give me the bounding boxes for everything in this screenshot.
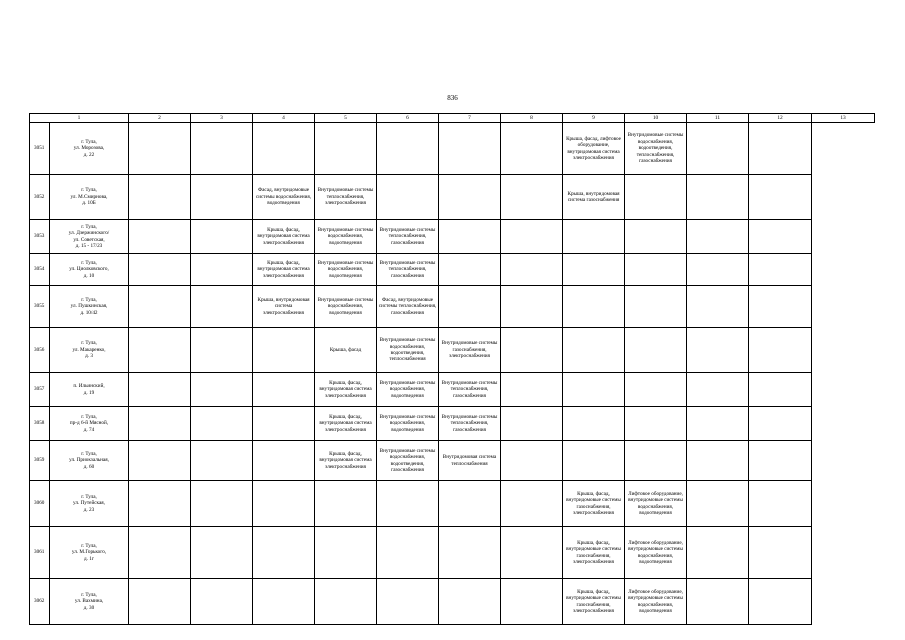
empty-cell xyxy=(687,328,749,373)
work-cell-c6: Внутридомовые системы водоснабжения, водоотведения xyxy=(315,220,377,254)
address-line: д. 10 xyxy=(83,272,95,279)
empty-cell xyxy=(191,579,253,625)
empty-cell xyxy=(191,481,253,527)
work-cell-c8 xyxy=(439,481,501,527)
empty-cell xyxy=(749,175,812,220)
column-header: 9 xyxy=(563,114,625,123)
column-header: 2 xyxy=(129,114,191,123)
address-cell xyxy=(50,123,129,175)
empty-cell xyxy=(129,254,191,286)
row-number: 3061 xyxy=(30,527,50,579)
table-row xyxy=(30,441,875,481)
work-cell-c6: Крыша, фасад, внутридомовая система электроснабжения xyxy=(315,441,377,481)
row-number: 3055 xyxy=(30,286,50,328)
empty-cell xyxy=(501,123,563,175)
row-number: 3057 xyxy=(30,373,50,407)
address-cell xyxy=(50,175,129,220)
row-number: 3054 xyxy=(30,254,50,286)
work-cell-c6: Внутридомовые системы водоснабжения, водоотведения xyxy=(315,286,377,328)
work-cell-c10 xyxy=(563,254,625,286)
work-cell-c7: Внутридомовые системы теплоснабжения, газоснабжения xyxy=(377,220,439,254)
work-cell-c11 xyxy=(625,407,687,441)
empty-cell xyxy=(501,441,563,481)
table-row xyxy=(30,481,875,527)
work-cell-c6 xyxy=(315,123,377,175)
empty-cell xyxy=(129,481,191,527)
work-cell-c10: Крыша, фасад, внутридомовые системы газоснабжения, электроснабжения xyxy=(563,579,625,625)
row-number: 3052 xyxy=(30,175,50,220)
address-line: г. Тула, xyxy=(81,450,97,457)
empty-cell xyxy=(749,373,812,407)
column-header: 12 xyxy=(749,114,812,123)
address-cell xyxy=(50,254,129,286)
address-line: п. Ильинский, xyxy=(73,383,105,390)
empty-cell xyxy=(687,254,749,286)
table-row xyxy=(30,220,875,254)
work-cell-c6: Крыша, фасад, внутридомовая система электроснабжения xyxy=(315,407,377,441)
empty-cell xyxy=(749,123,812,175)
address-line: ул. Пушкинская, xyxy=(70,303,108,310)
address-line: г. Тула, xyxy=(81,296,97,303)
empty-cell xyxy=(129,123,191,175)
address-cell xyxy=(50,579,129,625)
work-cell-c6: Внутридомовые системы водоснабжения, водоотведения xyxy=(315,254,377,286)
empty-cell xyxy=(687,220,749,254)
empty-cell xyxy=(687,286,749,328)
address-cell xyxy=(50,527,129,579)
empty-cell xyxy=(501,328,563,373)
work-cell-c6 xyxy=(315,527,377,579)
address-line: ул. Путейская, xyxy=(73,500,105,507)
empty-cell xyxy=(749,579,812,625)
work-cell-c11 xyxy=(625,441,687,481)
address-cell xyxy=(50,328,129,373)
empty-cell xyxy=(687,527,749,579)
address-line: ул. Приокзальная, xyxy=(69,457,109,464)
column-header: 10 xyxy=(625,114,687,123)
work-cell-c10 xyxy=(563,373,625,407)
empty-cell xyxy=(687,579,749,625)
empty-cell xyxy=(749,441,812,481)
page-number: 836 xyxy=(447,94,458,102)
address-line: г. Тула, xyxy=(81,591,97,598)
row-number: 3051 xyxy=(30,123,50,175)
work-cell-c6: Крыша, фасад, внутридомовая система электроснабжения xyxy=(315,373,377,407)
table-body xyxy=(30,114,875,625)
empty-cell xyxy=(501,373,563,407)
work-cell-c8 xyxy=(439,220,501,254)
work-cell-c7: Фасад, внутридомовые системы теплоснабжения, газоснабжения xyxy=(377,286,439,328)
header-row xyxy=(30,114,875,123)
work-cell-c7: Внутридомовые системы водоснабжения, водоотведения xyxy=(377,407,439,441)
work-cell-c5 xyxy=(253,441,315,481)
column-header: 13 xyxy=(812,114,875,123)
address-line: д. 60 xyxy=(83,463,95,470)
empty-cell xyxy=(749,286,812,328)
work-cell-c10: Крыша, внутридомовая система газоснабжения xyxy=(563,175,625,220)
work-cell-c11 xyxy=(625,373,687,407)
empty-cell xyxy=(129,328,191,373)
column-header: 4 xyxy=(253,114,315,123)
empty-cell xyxy=(501,579,563,625)
table-row xyxy=(30,579,875,625)
empty-cell xyxy=(749,328,812,373)
empty-cell xyxy=(501,254,563,286)
address-line: г. Тула, xyxy=(81,493,97,500)
row-number: 3053 xyxy=(30,220,50,254)
empty-cell xyxy=(191,123,253,175)
empty-cell xyxy=(501,175,563,220)
work-cell-c6 xyxy=(315,579,377,625)
address-line: пр-д 6-й Мясной, xyxy=(69,420,109,427)
work-cell-c8: Внутридомовые системы газоснабжения, электроснабжения xyxy=(439,328,501,373)
empty-cell xyxy=(687,123,749,175)
work-cell-c11: Лифтовое оборудование, внутридомовые системы водоснабжения, водоотведения xyxy=(625,579,687,625)
table-row xyxy=(30,175,875,220)
address-line: д. 22 xyxy=(83,151,95,158)
empty-cell xyxy=(129,286,191,328)
work-cell-c5: Фасад, внутридомовые системы водоснабжения, водоотведения xyxy=(253,175,315,220)
column-header: 3 xyxy=(191,114,253,123)
empty-cell xyxy=(749,527,812,579)
work-cell-c11 xyxy=(625,220,687,254)
address-line: д. 10/42 xyxy=(80,309,98,316)
work-cell-c5 xyxy=(253,579,315,625)
address-line: ул. Циолковского, xyxy=(69,266,109,273)
address-cell xyxy=(50,220,129,254)
work-cell-c8: Внутридомовая система теплоснабжения xyxy=(439,441,501,481)
column-header: 1 xyxy=(30,114,129,123)
address-line: г. Тула, xyxy=(81,138,97,145)
work-cell-c7 xyxy=(377,579,439,625)
work-cell-c6: Крыша, фасад xyxy=(315,328,377,373)
work-cell-c10 xyxy=(563,220,625,254)
empty-cell xyxy=(687,373,749,407)
work-cell-c5 xyxy=(253,328,315,373)
empty-cell xyxy=(501,286,563,328)
empty-cell xyxy=(191,286,253,328)
empty-cell xyxy=(191,373,253,407)
address-line: ул. Макаренко, xyxy=(72,346,106,353)
empty-cell xyxy=(191,441,253,481)
work-cell-c5: Крыша, фасад, внутридомовая система электроснабжения xyxy=(253,254,315,286)
empty-cell xyxy=(129,175,191,220)
work-cell-c7: Внутридомовые системы водоснабжения, водоотведения, газоснабжения xyxy=(377,441,439,481)
empty-cell xyxy=(501,481,563,527)
row-number: 3056 xyxy=(30,328,50,373)
table-row xyxy=(30,286,875,328)
work-cell-c8 xyxy=(439,254,501,286)
empty-cell xyxy=(191,407,253,441)
work-cell-c11 xyxy=(625,286,687,328)
work-cell-c10 xyxy=(563,407,625,441)
address-cell xyxy=(50,373,129,407)
work-cell-c8: Внутридомовые системы теплоснабжения, газоснабжения xyxy=(439,407,501,441)
address-cell xyxy=(50,407,129,441)
repair-register-table xyxy=(29,113,875,625)
table-row xyxy=(30,373,875,407)
work-cell-c11 xyxy=(625,254,687,286)
work-cell-c11: Лифтовое оборудование, внутридомовые системы водоснабжения, водоотведения xyxy=(625,481,687,527)
empty-cell xyxy=(501,220,563,254)
table-row xyxy=(30,254,875,286)
empty-cell xyxy=(129,527,191,579)
empty-cell xyxy=(687,481,749,527)
column-header: 8 xyxy=(501,114,563,123)
address-line: г. Тула, xyxy=(81,223,97,230)
work-cell-c10 xyxy=(563,441,625,481)
work-cell-c8: Внутридомовые системы теплоснабжения, газоснабжения xyxy=(439,373,501,407)
work-cell-c11: Лифтовое оборудование, внутридомовые системы водоснабжения, водоотведения xyxy=(625,527,687,579)
address-line: ул. М.Горького, xyxy=(71,549,107,556)
empty-cell xyxy=(191,220,253,254)
table-row xyxy=(30,328,875,373)
address-line: г. Тула, xyxy=(81,187,97,194)
address-cell xyxy=(50,481,129,527)
row-number: 3059 xyxy=(30,441,50,481)
work-cell-c10 xyxy=(563,328,625,373)
table-row xyxy=(30,123,875,175)
empty-cell xyxy=(129,407,191,441)
address-line: ул. Морозова, xyxy=(73,145,105,152)
address-line: г. Тула, xyxy=(81,542,97,549)
work-cell-c5 xyxy=(253,407,315,441)
address-cell xyxy=(50,441,129,481)
address-line: д. 19 xyxy=(83,389,95,396)
row-number: 3060 xyxy=(30,481,50,527)
row-number: 3062 xyxy=(30,579,50,625)
work-cell-c11 xyxy=(625,175,687,220)
work-cell-c5 xyxy=(253,373,315,407)
address-line: д. 30 xyxy=(83,604,95,611)
work-cell-c10: Крыша, фасад, внутридомовые системы газоснабжения, электроснабжения xyxy=(563,481,625,527)
empty-cell xyxy=(129,220,191,254)
empty-cell xyxy=(191,527,253,579)
work-cell-c7 xyxy=(377,481,439,527)
empty-cell xyxy=(749,407,812,441)
column-header: 6 xyxy=(377,114,439,123)
work-cell-c8 xyxy=(439,286,501,328)
address-line: ул. Вахмина, xyxy=(74,598,104,605)
address-line: д. 1г xyxy=(84,555,94,562)
work-cell-c8 xyxy=(439,527,501,579)
empty-cell xyxy=(191,175,253,220)
empty-cell xyxy=(501,407,563,441)
empty-cell xyxy=(749,220,812,254)
work-cell-c10: Крыша, фасад, внутридомовые системы газоснабжения, электроснабжения xyxy=(563,527,625,579)
work-cell-c10 xyxy=(563,286,625,328)
empty-cell xyxy=(501,527,563,579)
address-line: д. 74 xyxy=(83,426,95,433)
empty-cell xyxy=(129,373,191,407)
work-cell-c6: Внутридомовые системы теплоснабжения, электроснабжения xyxy=(315,175,377,220)
work-cell-c5: Крыша, фасад, внутридомовая система электроснабжения xyxy=(253,220,315,254)
work-cell-c8 xyxy=(439,579,501,625)
work-cell-c7: Внутридомовые системы водоснабжения, водоотведения, теплоснабжения xyxy=(377,328,439,373)
work-cell-c5 xyxy=(253,123,315,175)
empty-cell xyxy=(687,407,749,441)
address-line: г. Тула, xyxy=(81,259,97,266)
empty-cell xyxy=(687,441,749,481)
work-cell-c10: Крыша, фасад, лифтовое оборудование, внутридомовая система электроснабжения xyxy=(563,123,625,175)
empty-cell xyxy=(749,254,812,286)
column-header: 5 xyxy=(315,114,377,123)
work-cell-c11 xyxy=(625,328,687,373)
work-cell-c6 xyxy=(315,481,377,527)
empty-cell xyxy=(129,441,191,481)
address-line: ул. Дзержинского/ xyxy=(68,230,110,237)
address-line: г. Тула, xyxy=(81,413,97,420)
work-cell-c5: Крыша, внутридомовая система электроснабжения xyxy=(253,286,315,328)
column-header: 11 xyxy=(687,114,749,123)
row-number: 3058 xyxy=(30,407,50,441)
work-cell-c7 xyxy=(377,123,439,175)
table-row xyxy=(30,407,875,441)
address-line: ул. М.Смирнова, xyxy=(70,193,108,200)
empty-cell xyxy=(749,481,812,527)
column-header: 7 xyxy=(439,114,501,123)
address-line: г. Тула, xyxy=(81,340,97,347)
work-cell-c7: Внутридомовые системы водоснабжения, водоотведения xyxy=(377,373,439,407)
address-line: ул. Советская, xyxy=(73,236,105,243)
address-line: д. 15 - 17/23 xyxy=(75,242,103,249)
empty-cell xyxy=(687,175,749,220)
work-cell-c8 xyxy=(439,175,501,220)
address-line: д. 23 xyxy=(83,506,95,513)
work-cell-c11: Внутридомовые системы водоснабжения, водоотведения, теплоснабжения, газоснабжения xyxy=(625,123,687,175)
empty-cell xyxy=(191,254,253,286)
empty-cell xyxy=(129,579,191,625)
work-cell-c5 xyxy=(253,527,315,579)
work-cell-c5 xyxy=(253,481,315,527)
table-row xyxy=(30,527,875,579)
empty-cell xyxy=(191,328,253,373)
work-cell-c7 xyxy=(377,175,439,220)
address-line: д. 10Б xyxy=(82,200,96,207)
work-cell-c7: Внутридомовые системы теплоснабжения, газоснабжения xyxy=(377,254,439,286)
work-cell-c7 xyxy=(377,527,439,579)
address-line: д. 3 xyxy=(85,353,93,360)
work-cell-c8 xyxy=(439,123,501,175)
address-cell xyxy=(50,286,129,328)
